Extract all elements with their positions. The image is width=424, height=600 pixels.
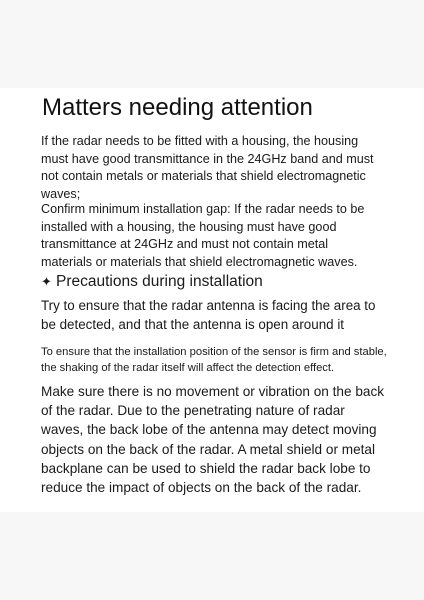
paragraph-antenna-facing: Try to ensure that the radar antenna is facing the area to be detected, and that the antenna is open around it [41, 298, 376, 332]
sparkle-bullet-icon: ✦ [41, 274, 52, 289]
paragraph-back-lobe: Make sure there is no movement or vibration on the back of the radar. Due to the penetrating nature of radar waves, the back lobe of the antenna may detect moving objects on the back of the radar. A metal shield or metal backplane can be used to shield the radar back lobe to reduce the impact of objects on the back of the radar. [41, 384, 385, 496]
paragraph-firm-installation: To ensure that the installation position of the sensor is firm and stable, the shaking of the radar itself will affect the detection effect. [41, 346, 387, 374]
page-title: Matters needing attention [42, 94, 313, 121]
section-heading [41, 272, 263, 292]
section-heading-text: Precautions during installation [56, 273, 263, 290]
paragraph-housing-transmittance: If the radar needs to be fitted with a housing, the housing must have good transmittance in the 24GHz band and must not contain metals or materials that shield electromagnetic waves; [41, 134, 374, 201]
paragraph-installation-gap: Confirm minimum installation gap: If the radar needs to be installed with a housing, the housing must have good transmittance at 24GHz and must not contain metal materials or materials that shield electromagnetic waves. [41, 202, 365, 269]
